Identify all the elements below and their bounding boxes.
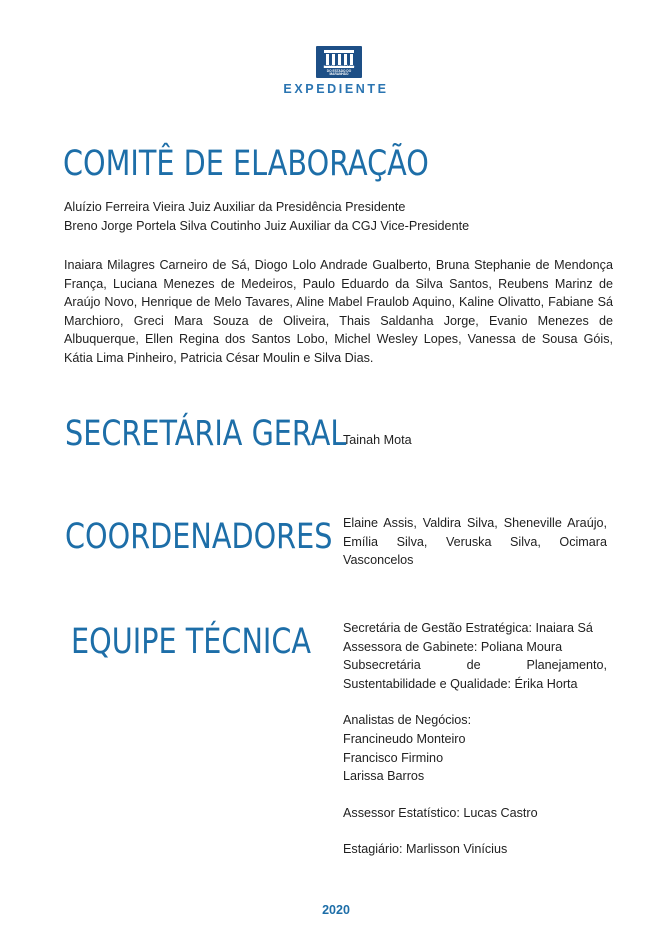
spacer	[343, 693, 607, 711]
secretaria-name: Tainah Mota	[343, 433, 412, 447]
coordenadores-title: COORDENADORES	[65, 517, 333, 557]
equipe-estagiario: Estagiário: Marlisson Vinícius	[343, 842, 508, 857]
equipe-title: EQUIPE TÉCNICA	[71, 622, 312, 662]
equipe-assessor-estatistico: Assessor Estatístico: Lucas Castro	[343, 805, 538, 820]
equipe-analistas-label: Analistas de Negócios:	[343, 713, 472, 728]
comite-leaders	[64, 198, 644, 235]
comite-members: Inaiara Milagres Carneiro de Sá, Diogo Lolo Andrade Gualberto, Bruna Stephanie de Mendonça França, Luciana Menezes de Medeiros, Paulo Eduardo da Silva Santos, Reubens Marinz de Araújo Novo, Henrique de Melo Tavares, Aline Mabel Fraulob Aquino, Kaline Olivatto, Fabiane Sá Marchioro, Greci Mara Souza de Oliveira, Thais Saldanha Jorge, Evanio Menezes de Albuquerque, Ellen Regina dos Santos Lobo, Michel Wesley Lopes, Vanessa de Sousa Góis, Kátia Lima Pinheiro, Patricia César Moulin e Silva Dias.	[64, 258, 613, 365]
coordenadores-names: Elaine Assis, Valdira Silva, Sheneville Araújo, Emília Silva, Veruska Silva, Ocimara Vasconcelos	[343, 516, 607, 568]
equipe-analista: Francisco Firmino	[343, 750, 444, 765]
expediente-label: EXPEDIENTE	[283, 82, 389, 96]
footer-year: 2020	[322, 903, 350, 917]
equipe-subsecretaria: Subsecretária de Planejamento, Sustentabilidade e Qualidade: Érika Horta	[343, 658, 607, 691]
equipe-secretaria-gestao: Secretária de Gestão Estratégica: Inaiara Sá	[343, 621, 593, 635]
court-logo	[316, 46, 362, 78]
equipe-list	[343, 619, 607, 859]
comite-vice-president: Breno Jorge Portela Silva Coutinho Juiz Auxiliar da CGJ Vice-Presidente	[64, 218, 470, 233]
spacer	[343, 822, 607, 840]
secretaria-title: SECRETÁRIA GERAL	[65, 414, 347, 454]
equipe-analista: Francineudo Monteiro	[343, 731, 466, 746]
spacer	[343, 786, 607, 804]
equipe-assessora-gabinete: Assessora de Gabinete: Poliana Moura	[343, 639, 563, 654]
comite-president: Aluízio Ferreira Vieira Juiz Auxiliar da Presidência Presidente	[64, 200, 406, 214]
logo-text: PODER JUDICIÁRIO DO ESTADO DO MARANHÃO	[323, 65, 355, 77]
equipe-analista: Larissa Barros	[343, 769, 425, 784]
comite-title: COMITÊ DE ELABORAÇÃO	[63, 144, 429, 184]
